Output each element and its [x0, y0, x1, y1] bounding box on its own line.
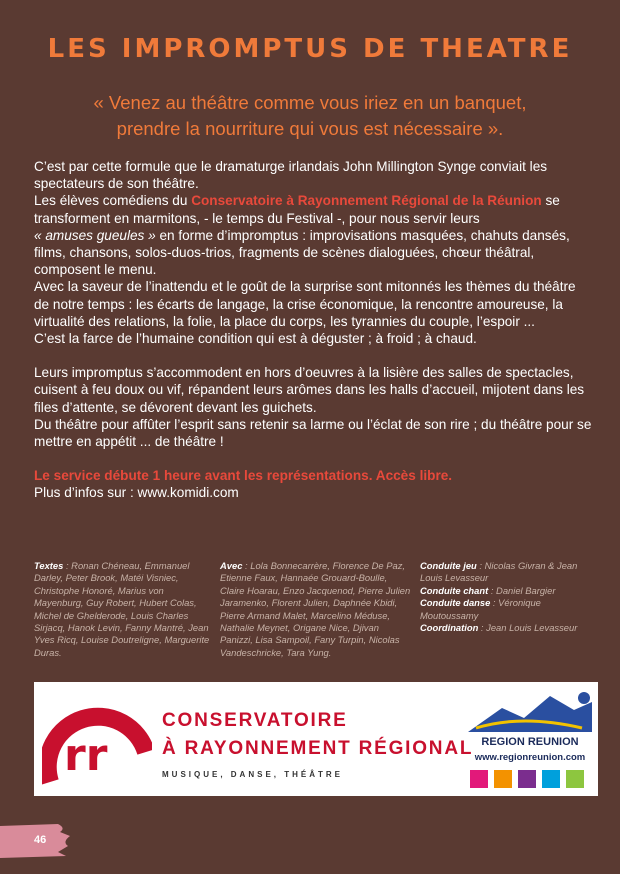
coord-names: : Jean Louis Levasseur [478, 622, 578, 634]
danse-label: Conduite danse [420, 597, 491, 609]
swatch-magenta [470, 770, 488, 788]
paragraph-3-post: en forme d’impromptus : improvisations masquées, chahuts dansés, films, chansons, solos-duos-trios, fragments de scènes dialoguées, chœur théâtral, composent le menu. [34, 227, 570, 278]
swatch-orange [494, 770, 512, 788]
conservatoire-highlight: Conservatoire à Rayonnement Régional de la Réunion [191, 193, 542, 209]
paragraph-5: C’est la farce de l’humaine condition qui est à déguster ; à froid ; à chaud. [34, 331, 477, 347]
paragraph-2-pre: Les élèves comédiens du [34, 193, 192, 209]
conservatoire-line-1: CONSERVATOIRE [162, 710, 348, 731]
region-name: REGION REUNION [481, 736, 579, 748]
region-url[interactable]: www.regionreunion.com [474, 752, 586, 763]
chant-names: : Daniel Bargier [488, 584, 556, 596]
info-link[interactable]: Plus d’infos sur : www.komidi.com [34, 485, 239, 501]
paragraph-7: Du théâtre pour affûter l’esprit sans retenir sa larme ou l’éclat de son rire ; du théâtre pour se mettre en appétit ... de théâtre ! [34, 416, 592, 450]
paragraph-1: C’est par cette formule que le dramaturge irlandais John Millington Synge conviait les spectateurs de son théâtre. [34, 159, 548, 192]
credits-textes [34, 560, 214, 659]
svg-text:rr: rr [64, 730, 108, 781]
quote-line-2: prendre la nourriture qui vous est nécessaire ». [116, 118, 504, 139]
swatch-purple [518, 770, 536, 788]
conduite-danse [420, 597, 600, 622]
paragraph-2 [34, 192, 594, 226]
credits-conduite [420, 560, 600, 634]
jeu-names: : Nicolas Givran & Jean Louis Levasseur [420, 560, 578, 584]
paragraph-6: Leurs impromptus s’accommodent en hors d’oeuvres à la lisière des salles de spectacles, cuisent à feu doux ou vif, répandent leurs arômes dans les halls d’accueil, mijotent dans les files d’attente, se dévorent devant les guichets. [34, 365, 585, 415]
swatch-green [566, 770, 584, 788]
danse-names: : Véronique Moutoussamy [420, 597, 541, 621]
amuses-gueules: « amuses gueules » [34, 227, 156, 243]
textes-list: : Ronan Chéneau, Emmanuel Darley, Peter Brook, Matéi Visniec, Christophe Honoré, Marius von Mayenburg, Guy Robert, Hubert Colas, Michel de Ghelderode, Louis Charles Sirjacq, Hanok Levin, Fanny Mantré, Jean Yves Ricq, Louise Doutreligne, Marguerite Duras. [34, 560, 210, 658]
conduite-jeu [420, 560, 600, 585]
conduite-chant [420, 585, 600, 597]
avec-list: : Lola Bonnecarrère, Florence De Paz, Etienne Faux, Hannaée Grouard-Boulle, Claire Hoarau, Enzo Jacquenod, Pierre Julien Jaramenko, Florent Julien, Daphnée Kbidi, Pierre Armand Malet, Marcelino Méduse, Nathalie Meynet, Origane Nice, Djivan Panizzi, Lisa Sampoil, Fany Turpin, Nicolas Vandeschricke, Tara Yung. [220, 560, 411, 658]
jeu-label: Conduite jeu [420, 560, 477, 571]
textes-label: Textes [34, 560, 64, 571]
coord-label: Coordination [420, 622, 479, 634]
page-number: 46 [34, 834, 47, 846]
coordination [420, 622, 600, 634]
color-swatches [470, 770, 584, 788]
chant-label: Conduite chant [420, 584, 489, 596]
partner-banner [34, 682, 598, 796]
paragraph-4: Avec la saveur de l’inattendu et le goût de la surprise sont mitonnés les thèmes du théâtre de notre temps : les écarts de langage, la crise économique, la rencontre amoureuse, la virtualité des relations, la folie, la place du corps, les tyrannies du couple, l’espoir ... [34, 279, 576, 329]
page-title: LES IMPROMPTUS DE THEATRE [47, 34, 573, 64]
conservatoire-line-3: MUSIQUE, DANSE, THÉÂTRE [162, 770, 344, 779]
swatch-blue [542, 770, 560, 788]
credits-avec [220, 560, 412, 659]
paragraph-3 [34, 227, 594, 279]
intro-quote [40, 90, 580, 142]
quote-line-1: « Venez au théâtre comme vous iriez en un banquet, [93, 92, 527, 113]
body-text [34, 158, 594, 502]
paragraph-2-post: se transforment en marmitons, - le temps du Festival -, pour nous servir leurs [34, 193, 560, 226]
service-notice: Le service débute 1 heure avant les représentations. Accès libre. [34, 468, 453, 484]
avec-label: Avec [220, 560, 243, 571]
conservatoire-line-2: À RAYONNEMENT RÉGIONAL [162, 738, 474, 759]
conservatoire-logo-icon [42, 692, 152, 788]
mountain-icon [462, 688, 598, 734]
region-reunion-logo [462, 688, 598, 792]
